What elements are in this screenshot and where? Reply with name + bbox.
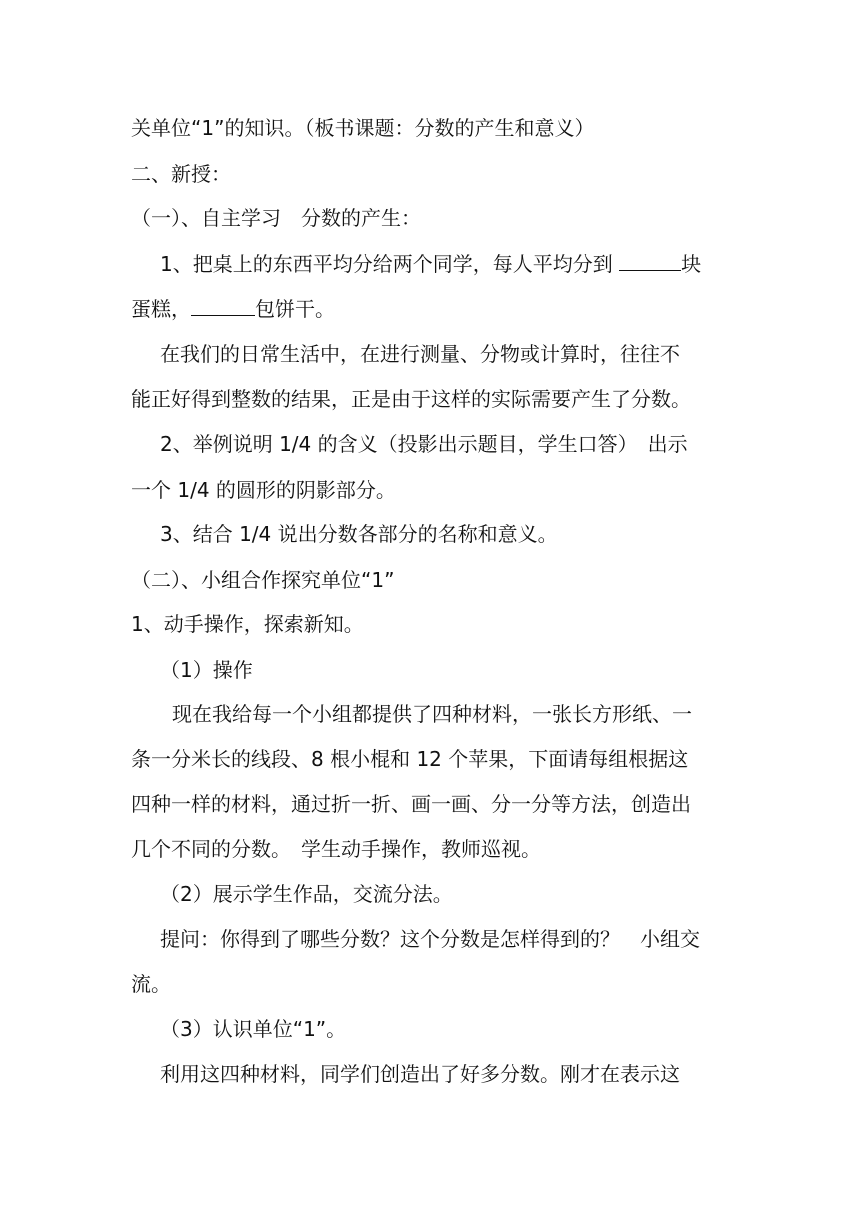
subsection-heading: （二）、小组合作探究单位“1” — [131, 568, 395, 592]
text-line: 利用这四种材料，同学们创造出了好多分数。刚才在表示这 — [160, 1062, 680, 1086]
text-line: 提问：你得到了哪些分数？这个分数是怎样得到的？ 小组交 — [160, 927, 700, 951]
text-segment: 块 — [681, 252, 702, 276]
text-line: 现在我给每一个小组都提供了四种材料，一张长方形纸、一 — [172, 702, 692, 726]
step-heading: （3）认识单位“1”。 — [160, 1017, 347, 1041]
text-line: 四种一样的材料，通过折一折、画一画、分一分等方法，创造出 — [131, 792, 691, 816]
step-heading: （2）展示学生作品，交流分法。 — [160, 882, 453, 906]
text-segment: 包饼干。 — [255, 297, 335, 321]
answer-blank — [191, 295, 255, 316]
text-line: 2、举例说明 1/4 的含义（投影出示题目，学生口答） 出示 — [160, 432, 688, 456]
subsection-heading: （一）、自主学习 分数的产生： — [131, 206, 421, 230]
text-line: 在我们的日常生活中，在进行测量、分物或计算时，往往不 — [160, 342, 680, 366]
text-line: 条一分米长的线段、8 根小棍和 12 个苹果，下面请每组根据这 — [131, 747, 689, 771]
text-line — [131, 295, 335, 323]
text-segment: 1、把桌上的东西平均分给两个同学，每人平均分到 — [160, 252, 620, 276]
step-heading: （1）操作 — [160, 658, 253, 682]
text-line: 3、结合 1/4 说出分数各部分的名称和意义。 — [160, 522, 558, 546]
section-heading: 二、新授： — [131, 162, 231, 186]
text-line: 一个 1/4 的圆形的阴影部分。 — [131, 478, 396, 502]
answer-blank — [619, 250, 681, 271]
text-line: 1、动手操作，探索新知。 — [131, 612, 364, 636]
text-line: 关单位“1”的知识。（板书课题：分数的产生和意义） — [131, 116, 595, 140]
text-line — [160, 250, 701, 278]
text-line: 能正好得到整数的结果，正是由于这样的实际需要产生了分数。 — [131, 387, 691, 411]
text-segment: 蛋糕， — [131, 297, 191, 321]
text-line: 流。 — [131, 972, 171, 996]
text-line: 几个不同的分数。 学生动手操作，教师巡视。 — [131, 837, 541, 861]
